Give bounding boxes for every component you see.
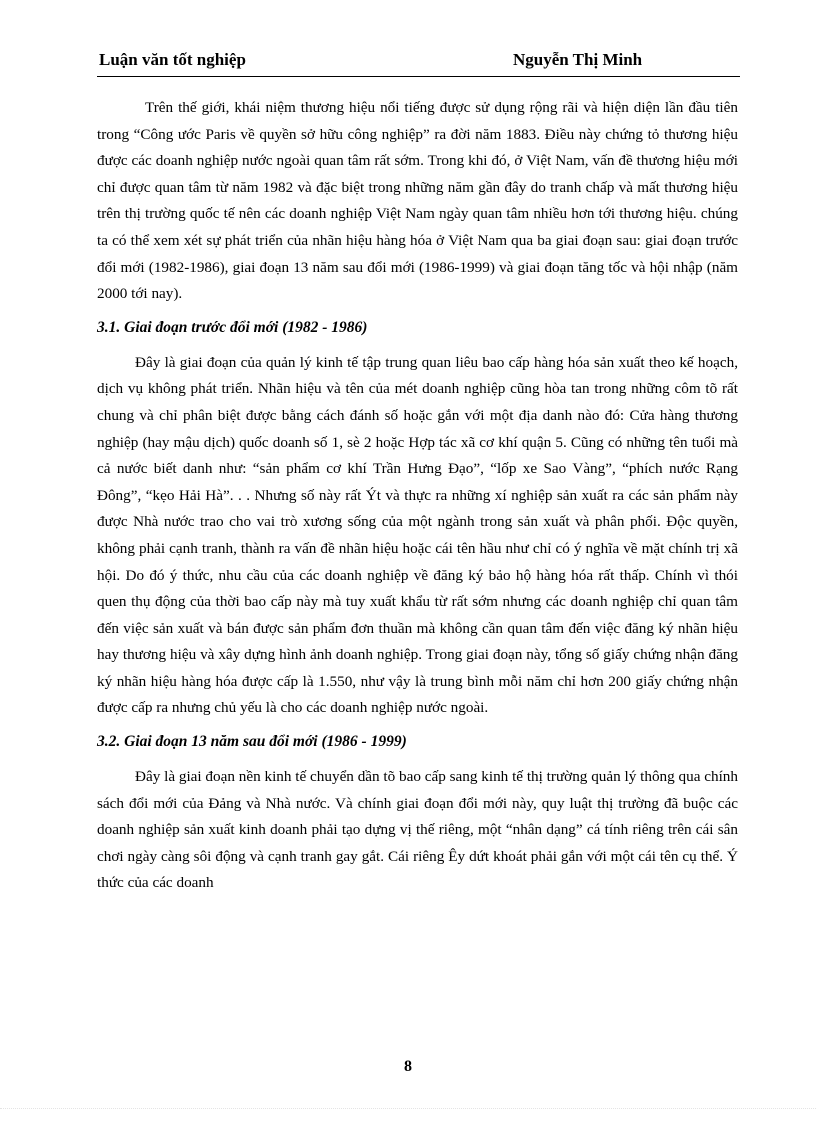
section-3-2-paragraph: Đây là giai đoạn nền kinh tế chuyển dần tõ bao cấp sang kinh tế thị trường quản lý thông qua chính sách đổi mới của Đảng và Nhà nước. Và chính giai đoạn đổi mới này, quy luật thị trường đã buộc các doanh nghiệp sản xuất kinh doanh phải tạo dựng vị thế riêng, một “nhân dạng” cá tính riêng trên cái sân chơi ngày càng sôi động và cạnh tranh gay gắt. Cái riêng Êy dứt khoát phải gắn với một cái tên cụ thể. Ý thức của các doanh bbox=[97, 768, 738, 892]
section-3-1-paragraph: Đây là giai đoạn của quản lý kinh tế tập trung quan liêu bao cấp hàng hóa sản xuất theo kế hoạch, dịch vụ không phát triển. Nhãn hiệu và tên của mét doanh nghiệp cũng hòa tan trong những côm tõ rất chung và chỉ phân biệt được bằng cách đánh số hoặc gắn với một địa danh nào đó: Cửa hàng thương nghiệp (hay mậu dịch) quốc doanh số 1, sè 2 hoặc Hợp tác xã cơ khí quận 5. Cũng có những tên tuổi mà cả nước biết danh như: “sản phẩm cơ khí Trần Hưng Đạo”, “lốp xe Sao Vàng”, “phích nước Rạng Đông”, “kẹo Hải Hà”. . . Nhưng số này rất Ýt và thực ra những xí nghiệp sản xuất ra các sản phẩm này được Nhà nước trao cho vai trò xương sống của một ngành trong sản xuất và phân phối. Độc quyền, không phải cạnh tranh, thành ra vấn đề nhãn hiệu hoặc cái tên hầu như chỉ có ý nghĩa về mặt chính trị xã hội. Do đó ý thức, nhu cầu của các doanh nghiệp về đăng ký bảo hộ hàng hóa rất thấp. Chính vì thói quen thụ động của thời bao cấp này mà tuy xuất khẩu từ rất sớm nhưng các doanh nghiệp chỉ quan tâm đến việc sản xuất và bán được sản phẩm đơn thuần mà không cần quan tâm đến việc đăng ký nhãn hiệu hay thương hiệu và xây dựng hình ảnh doanh nghiệp. Trong giai đoạn này, tổng số giấy chứng nhận đăng ký nhãn hiệu hàng hóa được cấp là 1.550, như vậy là trung bình mỗi năm chỉ hơn 200 giấy chứng nhận được cấp ra nhưng chủ yếu là cho các doanh nghiệp nước ngoài. bbox=[97, 353, 738, 717]
document-body bbox=[97, 95, 738, 897]
header-author-name: Nguyễn Thị Minh bbox=[513, 50, 643, 69]
intro-paragraph: Trên thế giới, khái niệm thương hiệu nổi tiếng được sử dụng rộng rãi và hiện diện lần đầu tiên trong “Công ước Paris về quyền sở hữu công nghiệp” ra đời năm 1883. Điều này chứng tỏ thương hiệu được các doanh nghiệp nước ngoài quan tâm rất sớm. Trong khi đó, ở Việt Nam, vấn đề thương hiệu mới chỉ được quan tâm từ năm 1982 và đặc biệt trong những năm gần đây do tranh chấp và mất thương hiệu trên thị trường quốc tế nên các doanh nghiệp Việt Nam ngày quan tâm nhiều hơn tới thương hiệu. chúng ta có thể xem xét sự phát triển của nhãn hiệu hàng hóa ở Việt Nam qua ba giai đoạn sau: giai đoạn trước đổi mới (1982-1986), giai đoạn 13 năm sau đổi mới (1986-1999) và giai đoạn tăng tốc và hội nhập (năm 2000 tới nay). bbox=[97, 99, 738, 303]
page-bottom-divider bbox=[0, 1108, 816, 1109]
header-thesis-title: Luận văn tốt nghiệp bbox=[99, 50, 246, 69]
page-number: 8 bbox=[404, 1058, 412, 1075]
section-heading-3-2: 3.2. Giai đoạn 13 năm sau đổi mới (1986 - 1999) bbox=[97, 733, 407, 751]
section-heading-3-1: 3.1. Giai đoạn trước đổi mới (1982 - 1986) bbox=[97, 318, 368, 336]
page-header bbox=[97, 46, 740, 77]
